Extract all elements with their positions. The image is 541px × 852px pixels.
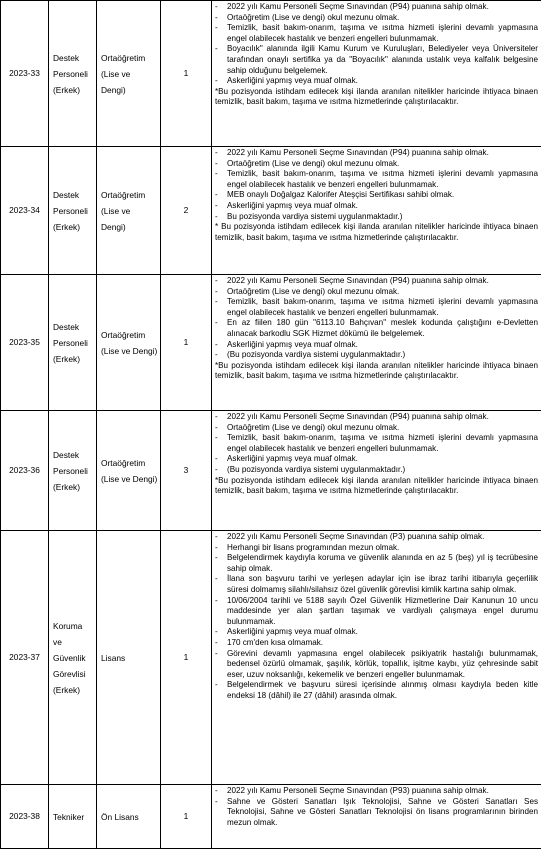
- position-title-line: Destek: [53, 52, 80, 63]
- dash-bullet-icon: -: [215, 44, 218, 54]
- dash-bullet-icon: -: [215, 169, 218, 179]
- position-title: [49, 785, 97, 849]
- dash-bullet-icon: -: [215, 454, 218, 464]
- requirement-text: Belgelendirmek ve başvuru süresi içerisinde alınmış olması kaydıyla beden kitle endeksi 18 (dâhil) ile 27 (dâhil) arasında olmak.: [227, 680, 538, 700]
- requirement-item: [215, 553, 538, 574]
- requirement-text: (Bu pozisyonda vardiya sistemi uygulanmaktadır.): [227, 464, 406, 474]
- table-row: [1, 147, 541, 275]
- dash-bullet-icon: -: [215, 211, 218, 221]
- requirement-text: Ortaöğretim (Lise ve dengi) okul mezunu olmak.: [227, 286, 400, 296]
- requirement-text: Temizlik, basit bakım-onarım, taşıma ve ısıtma hizmeti işlerini devamlı yapmasına engel olabilecek hastalık ve benzeri engelleri bulunmamak.: [227, 23, 538, 43]
- requirement-item: [215, 212, 538, 223]
- requirement-text: Temizlik, basit bakım-onarım, taşıma ve ısıtma hizmeti işlerini devamlı yapmasına engel olabilecek hastalık ve benzeri engelleri bulunmamak.: [227, 169, 538, 189]
- position-title: [49, 275, 97, 411]
- requirement-text: 10/06/2004 tarihli ve 5188 sayılı Özel Güvenlik Hizmetlerine Dair Kanunun 10 uncu maddesinde yer alan şartları taşımak ve vardiyalı çalışmaya engel durumu bulunmamak.: [227, 595, 538, 626]
- requirement-text: 2022 yılı Kamu Personeli Seçme Sınavından (P94) puanına sahip olmak.: [227, 412, 489, 421]
- dash-bullet-icon: -: [215, 680, 218, 690]
- position-title: [49, 147, 97, 275]
- requirement-text: 2022 yılı Kamu Personeli Seçme Sınavından (P94) puanına sahip olmak.: [227, 2, 489, 11]
- requirement-item: [215, 423, 538, 434]
- requirement-item: [215, 680, 538, 701]
- quota-count: 1: [161, 1, 212, 147]
- requirement-item: [215, 297, 538, 318]
- requirement-note: *Bu pozisyonda istihdam edilecek kişi ilanda aranılan nitelikler haricinde ihtiyaca binaen temizlik, basit bakım, taşıma ve ısıtma hizmetlerinde çalıştırılacaktır.: [215, 475, 538, 496]
- requirement-text: Askerliğini yapmış veya muaf olmak.: [227, 200, 358, 210]
- requirement-item: [215, 465, 538, 476]
- requirement-text: 2022 yılı Kamu Personeli Seçme Sınavından (P93) puanına sahip olmak.: [227, 786, 489, 795]
- dash-bullet-icon: -: [215, 318, 218, 328]
- education-level-line: (Lise ve Dengi): [101, 345, 158, 356]
- position-title-line: (Erkek): [53, 684, 80, 695]
- position-title-line: Koruma: [53, 620, 83, 631]
- education-level: [97, 411, 161, 531]
- requirement-item: [215, 159, 538, 170]
- dash-bullet-icon: -: [215, 553, 218, 563]
- education-level-line: Dengi): [101, 221, 126, 232]
- position-title-line: Destek: [53, 189, 80, 200]
- dash-bullet-icon: -: [215, 297, 218, 307]
- dash-bullet-icon: -: [215, 595, 218, 605]
- requirement-text: (Bu pozisyonda vardiya sistemi uygulanmaktadır.): [227, 350, 406, 360]
- education-level: [97, 785, 161, 849]
- requirement-text: MEB onaylı Doğalgaz Kalorifer Ateşçisi Sertifikası sahibi olmak.: [227, 190, 455, 200]
- position-title-line: Destek: [53, 449, 80, 460]
- position-code: 2023-37: [1, 531, 49, 785]
- dash-bullet-icon: -: [215, 148, 218, 157]
- requirement-text: Temizlik, basit bakım-onarım, taşıma ve ısıtma hizmeti işlerini devamlı yapmasına engel olabilecek hastalık ve benzeri engelleri bulunmamak.: [227, 297, 538, 317]
- position-title-line: ve: [53, 636, 62, 647]
- requirement-text: 2022 yılı Kamu Personeli Seçme Sınavından (P94) puanına sahip olmak.: [227, 276, 489, 285]
- dash-bullet-icon: -: [215, 2, 218, 11]
- requirement-text: Temizlik, basit bakım-onarım, taşıma ve ısıtma hizmeti işlerini devamlı yapmasına engel olabilecek hastalık ve benzeri engelleri bulunmamak.: [227, 433, 538, 453]
- requirement-item: [215, 169, 538, 190]
- requirement-item: [215, 318, 538, 339]
- requirements-cell: [212, 785, 541, 849]
- requirement-text: En az fiilen 180 gün "6113.10 Bahçıvan" meslek kodunda çalıştığını e-Devletten alınacak barkodlu SGK Hizmet dökümü ile belgelemek.: [227, 318, 538, 338]
- requirement-item: [215, 649, 538, 681]
- dash-bullet-icon: -: [215, 422, 218, 432]
- requirement-item: [215, 786, 538, 797]
- education-level: [97, 147, 161, 275]
- table-row: [1, 411, 541, 531]
- dash-bullet-icon: -: [215, 532, 218, 541]
- requirement-item: [215, 287, 538, 298]
- table-row: [1, 1, 541, 147]
- education-level-line: Ön Lisans: [101, 811, 139, 822]
- table-row: [1, 275, 541, 411]
- dash-bullet-icon: -: [215, 286, 218, 296]
- requirement-text: Askerliğini yapmış veya muaf olmak.: [227, 627, 358, 637]
- requirement-item: [215, 340, 538, 351]
- requirements-cell: [212, 411, 541, 531]
- position-title-line: Güvenlik: [53, 652, 86, 663]
- dash-bullet-icon: -: [215, 200, 218, 210]
- requirement-text: Askerliğini yapmış veya muaf olmak.: [227, 339, 358, 349]
- dash-bullet-icon: -: [215, 542, 218, 552]
- requirement-text: 2022 yılı Kamu Personeli Seçme Sınavından (P3) puanına sahip olmak.: [227, 532, 485, 541]
- position-title-line: Destek: [53, 321, 80, 332]
- requirement-item: [215, 350, 538, 361]
- position-code: 2023-34: [1, 147, 49, 275]
- quota-count: 1: [161, 275, 212, 411]
- education-level: [97, 531, 161, 785]
- dash-bullet-icon: -: [215, 190, 218, 200]
- dash-bullet-icon: -: [215, 76, 218, 86]
- position-title-line: Personeli: [53, 465, 88, 476]
- requirement-text: İlana son başvuru tarihi ve yerleşen adaylar için ise ibraz tarihi itibarıyla geçerlilik süresi dolmamış silahlı/silahsız özel güvenlik görevlisi kimlik kartına sahip olmak.: [227, 574, 538, 594]
- education-level: [97, 1, 161, 147]
- dash-bullet-icon: -: [215, 574, 218, 584]
- requirement-text: Bu pozisyonda vardiya sistemi uygulanmaktadır.): [227, 211, 403, 221]
- requirement-note: *Bu pozisyonda istihdam edilecek kişi ilanda aranılan nitelikler haricinde ihtiyaca binaen temizlik, basit bakım, taşıma ve ısıtma hizmetlerinde çalıştırılacaktır.: [215, 360, 538, 381]
- requirement-item: [215, 532, 538, 543]
- dash-bullet-icon: -: [215, 627, 218, 637]
- requirement-text: Görevini devamlı yapmasına engel olabilecek psikiyatrik hastalığı bulunmamak, bedensel özürlü olmamak, şaşılık, körlük, topallık, işitme kaybı, yüz çehresinde sabit eser, uzuv noksanlığı, kekemelik ve benzeri engeller bulunmamak.: [227, 648, 538, 679]
- position-code: 2023-36: [1, 411, 49, 531]
- dash-bullet-icon: -: [215, 433, 218, 443]
- requirement-text: Ortaöğretim (Lise ve dengi) okul mezunu olmak.: [227, 422, 400, 432]
- requirement-text: Ortaöğretim (Lise ve dengi) okul mezunu olmak.: [227, 158, 400, 168]
- requirement-item: [215, 276, 538, 287]
- position-title: [49, 531, 97, 785]
- dash-bullet-icon: -: [215, 412, 218, 421]
- education-level-line: Ortaöğretim: [101, 329, 146, 340]
- requirement-item: [215, 543, 538, 554]
- requirement-text: Askerliğini yapmış veya muaf olmak.: [227, 76, 358, 86]
- requirements-cell: [212, 1, 541, 147]
- requirement-item: [215, 23, 538, 44]
- education-level: [97, 275, 161, 411]
- dash-bullet-icon: -: [215, 637, 218, 647]
- requirement-text: 2022 yılı Kamu Personeli Seçme Sınavından (P94) puanına sahip olmak.: [227, 148, 489, 157]
- requirement-text: Sahne ve Gösteri Sanatları Işık Teknolojisi, Sahne ve Gösteri Sanatları Ses Teknolojisi, Sahne ve Gösteri Sanatları Teknolojisi ön lisans programlarının birinden mezun olmak.: [227, 796, 538, 827]
- requirements-cell: [212, 147, 541, 275]
- requirement-text: Ortaöğretim (Lise ve dengi) okul mezunu olmak.: [227, 12, 400, 22]
- dash-bullet-icon: -: [215, 158, 218, 168]
- quota-count: 3: [161, 411, 212, 531]
- requirement-item: [215, 76, 538, 87]
- education-level-line: (Lise ve: [101, 68, 131, 79]
- requirement-text: Belgelendirmek kaydıyla koruma ve güvenlik alanında en az 5 (beş) yıl iş tecrübesine sahip olmak.: [227, 553, 538, 573]
- position-title-line: Tekniker: [53, 811, 85, 822]
- dash-bullet-icon: -: [215, 339, 218, 349]
- dash-bullet-icon: -: [215, 350, 218, 360]
- requirement-item: [215, 190, 538, 201]
- dash-bullet-icon: -: [215, 786, 218, 795]
- requirement-item: [215, 596, 538, 628]
- table-row: [1, 531, 541, 785]
- quota-count: 1: [161, 785, 212, 849]
- requirement-text: Askerliğini yapmış veya muaf olmak.: [227, 454, 358, 464]
- requirement-item: [215, 638, 538, 649]
- position-title: [49, 411, 97, 531]
- position-code: 2023-35: [1, 275, 49, 411]
- requirement-item: [215, 574, 538, 595]
- requirement-note: *Bu pozisyonda istihdam edilecek kişi ilanda aranılan nitelikler haricinde ihtiyaca binaen temizlik, basit bakım, taşıma ve ısıtma hizmetlerinde çalıştırılacaktır.: [215, 86, 538, 107]
- education-level-line: (Lise ve: [101, 205, 131, 216]
- position-title: [49, 1, 97, 147]
- position-title-line: Görevlisi: [53, 668, 86, 679]
- requirement-item: [215, 148, 538, 159]
- quota-count: 2: [161, 147, 212, 275]
- table-row: [1, 785, 541, 849]
- dash-bullet-icon: -: [215, 464, 218, 474]
- requirement-item: [215, 454, 538, 465]
- requirement-text: 170 cm'den kısa olmamak.: [227, 637, 324, 647]
- dash-bullet-icon: -: [215, 23, 218, 33]
- position-title-line: Personeli: [53, 68, 88, 79]
- dash-bullet-icon: -: [215, 12, 218, 22]
- education-level-line: Ortaöğretim: [101, 189, 146, 200]
- requirement-item: [215, 13, 538, 24]
- education-level-line: Lisans: [101, 652, 126, 663]
- position-title-line: (Erkek): [53, 353, 80, 364]
- requirement-item: [215, 2, 538, 13]
- position-title-line: (Erkek): [53, 221, 80, 232]
- dash-bullet-icon: -: [215, 276, 218, 285]
- requirement-item: [215, 412, 538, 423]
- requirement-item: [215, 627, 538, 638]
- position-code: 2023-33: [1, 1, 49, 147]
- dash-bullet-icon: -: [215, 796, 218, 806]
- position-code: 2023-38: [1, 785, 49, 849]
- requirement-note: * Bu pozisyonda istihdam edilecek kişi ilanda aranılan nitelikler haricinde ihtiyaca binaen temizlik, basit bakım, taşıma ve ısıtma hizmetlerinde çalıştırılacaktır.: [215, 222, 538, 242]
- education-level-line: Ortaöğretim: [101, 457, 146, 468]
- requirement-item: [215, 44, 538, 76]
- position-title-line: (Erkek): [53, 481, 80, 492]
- dash-bullet-icon: -: [215, 648, 218, 658]
- position-title-line: Personeli: [53, 205, 88, 216]
- quota-count: 1: [161, 531, 212, 785]
- requirement-text: Herhangi bir lisans programından mezun olmak.: [227, 542, 400, 552]
- requirement-item: [215, 797, 538, 829]
- position-title-line: (Erkek): [53, 84, 80, 95]
- requirements-cell: [212, 275, 541, 411]
- education-level-line: Dengi): [101, 84, 126, 95]
- education-level-line: Ortaöğretim: [101, 52, 146, 63]
- requirement-text: Boyacılık" alanında ilgili Kamu Kurum ve Kuruluşları, Belediyeler veya Üniversiteler tarafından onaylı sertifika ya da "Boyacılık" alanında ustalık veya kalfalık belgesine sahip olduğunu belgelemek.: [227, 44, 538, 75]
- positions-table-body: [1, 1, 541, 849]
- requirement-item: [215, 433, 538, 454]
- requirement-item: [215, 201, 538, 212]
- education-level-line: (Lise ve Dengi): [101, 473, 158, 484]
- position-title-line: Personeli: [53, 337, 88, 348]
- requirements-cell: [212, 531, 541, 785]
